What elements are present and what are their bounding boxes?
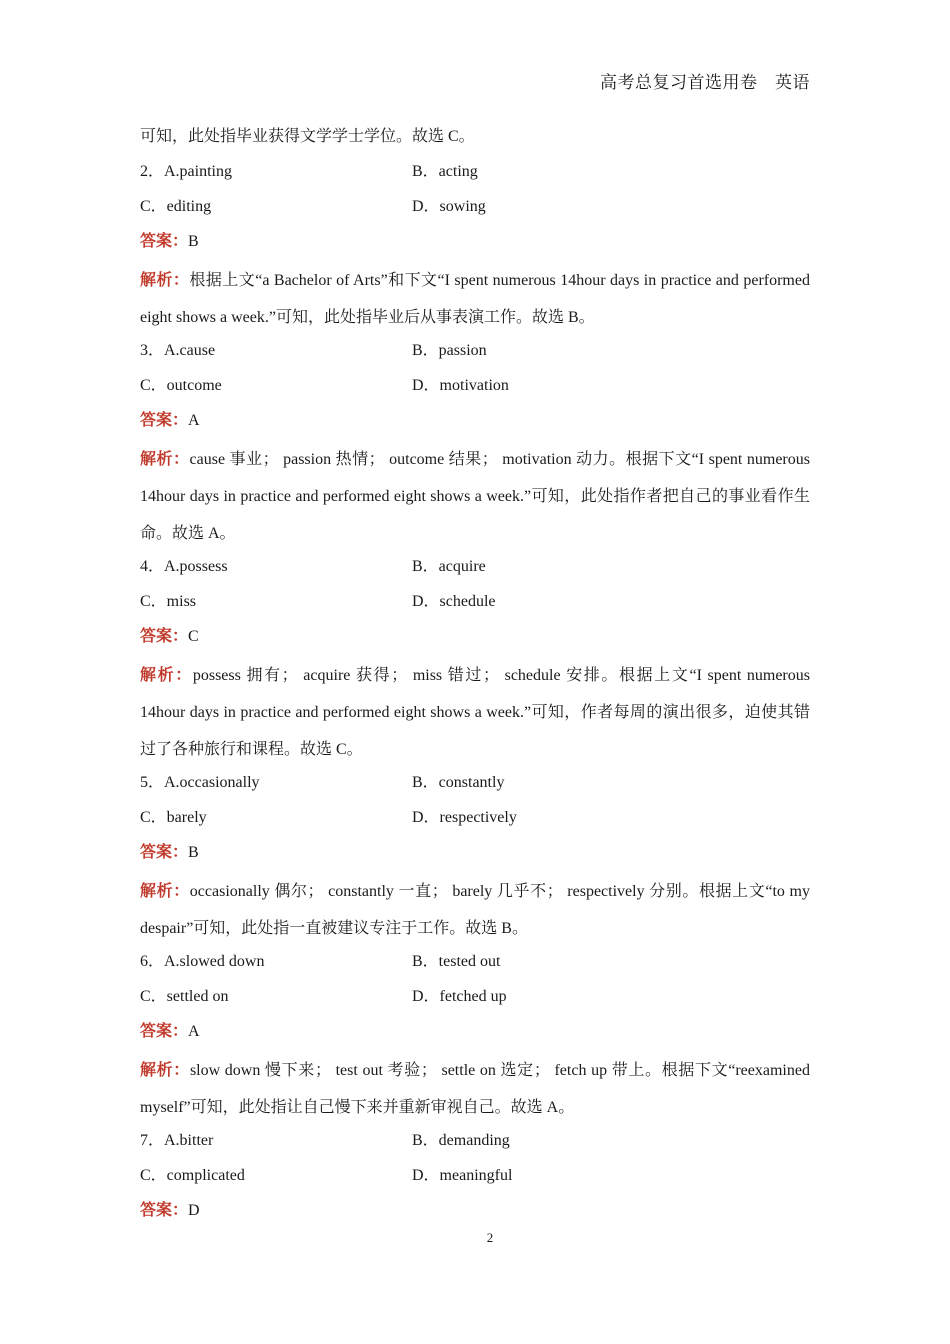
- option-b: B．acquire: [412, 558, 486, 575]
- option-d: D．motivation: [412, 377, 509, 394]
- analysis-paragraph: [140, 1052, 810, 1126]
- answer-value: B: [188, 233, 199, 250]
- answer-line: [140, 1017, 810, 1052]
- option-b: B．constantly: [412, 774, 505, 791]
- analysis-label: 解析：: [140, 883, 190, 900]
- question-options-row: [140, 947, 810, 982]
- option-b: B．acting: [412, 163, 478, 180]
- question-options-row: [140, 552, 810, 587]
- analysis-label: 解析：: [140, 451, 190, 468]
- question-options-row: [140, 1161, 810, 1196]
- answer-label: 答案：: [140, 233, 189, 250]
- analysis-paragraph: [140, 657, 810, 768]
- option-d: D．meaningful: [412, 1167, 513, 1184]
- document-body: [140, 122, 810, 1231]
- option-d: D．schedule: [412, 593, 496, 610]
- analysis-text: 根据上文“a Bachelor of Arts”和下文“I spent numerous 14hour days in practice and performed eight shows a week.”可知，此处指毕业后从事表演工作。故选 B。: [140, 272, 810, 326]
- option-c: C．complicated: [140, 1167, 245, 1184]
- page-header: 高考总复习首选用卷 英语: [600, 73, 810, 92]
- question-options-row: [140, 336, 810, 371]
- answer-line: [140, 1196, 810, 1231]
- analysis-label: 解析：: [140, 272, 190, 289]
- analysis-paragraph: [140, 262, 810, 336]
- option-d: D．fetched up: [412, 988, 507, 1005]
- option-a: 5．A.occasionally: [140, 774, 260, 791]
- answer-value: C: [188, 628, 199, 645]
- answer-label: 答案：: [140, 1023, 189, 1040]
- analysis-label: 解析：: [140, 1062, 190, 1079]
- answer-value: D: [188, 1202, 200, 1219]
- answer-line: [140, 227, 810, 262]
- option-b: B．demanding: [412, 1132, 510, 1149]
- page-number: 2: [486, 1230, 494, 1245]
- question-options-row: [140, 192, 810, 227]
- question-options-row: [140, 157, 810, 192]
- question-options-row: [140, 587, 810, 622]
- option-b: B．passion: [412, 342, 487, 359]
- analysis-paragraph: [140, 441, 810, 552]
- option-c: C．outcome: [140, 377, 222, 394]
- question-options-row: [140, 982, 810, 1017]
- question-options-row: [140, 1126, 810, 1161]
- option-b: B．tested out: [412, 953, 501, 970]
- option-d: D．respectively: [412, 809, 517, 826]
- answer-value: A: [188, 1023, 200, 1040]
- option-a: 6．A.slowed down: [140, 953, 265, 970]
- option-c: C．editing: [140, 198, 212, 215]
- analysis-label: 解析：: [140, 667, 193, 684]
- analysis-text: cause 事业； passion 热情； outcome 结果； motivation 动力。根据下文“I spent numerous 14hour days in practice and performed eight shows a week.”可知，此处指作者把自己的事业看作生命。故选 A。: [140, 451, 810, 542]
- option-c: C．miss: [140, 593, 197, 610]
- option-c: C．barely: [140, 809, 207, 826]
- answer-label: 答案：: [140, 844, 189, 861]
- question-options-row: [140, 371, 810, 406]
- analysis-text: occasionally 偶尔； constantly 一直； barely 几乎不； respectively 分别。根据上文“to my despair”可知，此处指一直被建议专注于工作。故选 B。: [140, 883, 810, 937]
- option-a: 4．A.possess: [140, 558, 228, 575]
- question-options-row: [140, 803, 810, 838]
- answer-line: [140, 622, 810, 657]
- option-a: 7．A.bitter: [140, 1132, 214, 1149]
- answer-line: [140, 838, 810, 873]
- answer-label: 答案：: [140, 412, 189, 429]
- answer-value: A: [188, 412, 200, 429]
- option-a: 3．A.cause: [140, 342, 216, 359]
- option-d: D．sowing: [412, 198, 486, 215]
- analysis-paragraph: [140, 873, 810, 947]
- answer-line: [140, 406, 810, 441]
- analysis-text: possess 拥有； acquire 获得； miss 错过； schedule 安排。根据上文“I spent numerous 14hour days in practice and performed eight shows a week.”可知，作者每周的演出很多，迫使其错过了各种旅行和课程。故选 C。: [140, 667, 810, 758]
- option-a: 2．A.painting: [140, 163, 232, 180]
- question-options-row: [140, 768, 810, 803]
- option-c: C．settled on: [140, 988, 229, 1005]
- answer-label: 答案：: [140, 1202, 189, 1219]
- analysis-text: slow down 慢下来； test out 考验； settle on 选定； fetch up 带上。根据下文“reexamined myself”可知，此处指让自己慢下来并重新审视自己。故选 A。: [140, 1062, 810, 1116]
- answer-value: B: [188, 844, 199, 861]
- intro-text: 可知，此处指毕业获得文学学士学位。故选 C。: [140, 128, 475, 145]
- answer-label: 答案：: [140, 628, 189, 645]
